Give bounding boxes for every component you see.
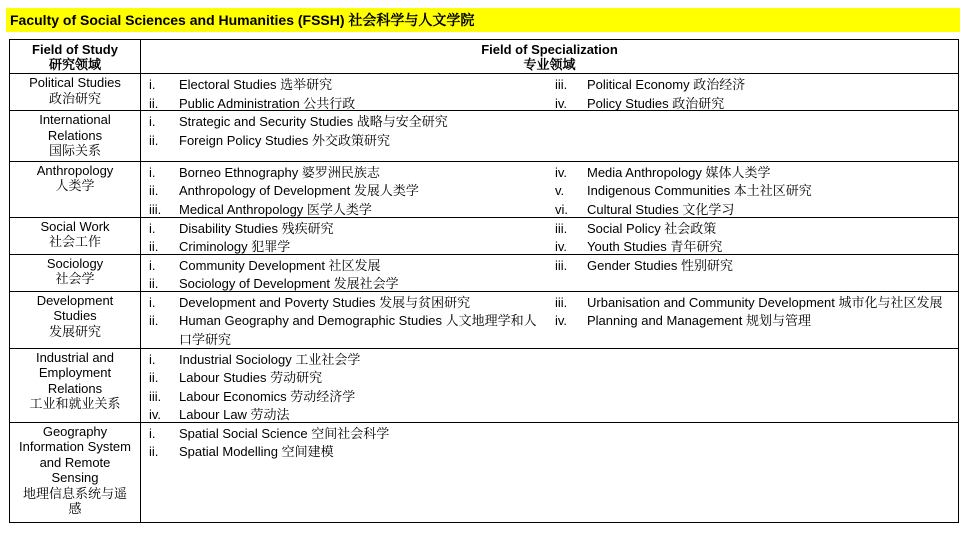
list-item-text: Labour Law 劳动法 xyxy=(179,407,290,422)
list-item-text: Disability Studies 残疾研究 xyxy=(179,220,334,236)
list-item-text: Electoral Studies 选举研究 xyxy=(179,77,333,92)
field-of-study-line: Relations xyxy=(47,127,103,143)
list-item xyxy=(141,113,546,132)
list-item-text: Borneo Ethnography 婆罗洲民族志 xyxy=(179,164,380,180)
field-of-study-cell xyxy=(10,217,141,254)
specialization-cell xyxy=(141,111,959,162)
list-item-number: iii. xyxy=(149,388,162,404)
list-item-text: Criminology 犯罪学 xyxy=(179,239,291,254)
list-item-number: i. xyxy=(149,425,156,441)
list-item-text: Sociology of Development 发展社会学 xyxy=(179,276,399,291)
list-item-text: Youth Studies 青年研究 xyxy=(587,239,723,254)
list-item-number: iv. xyxy=(555,164,568,180)
field-of-study-header-zh: 研究领域 xyxy=(48,57,101,72)
field-of-study-line: Information System xyxy=(19,439,131,454)
list-item xyxy=(141,425,546,444)
field-of-study-line: Anthropology xyxy=(36,162,114,178)
field-of-specialization-header-en: Field of Specialization xyxy=(481,42,618,57)
field-of-study-cell xyxy=(10,111,141,162)
field-of-specialization-header xyxy=(141,40,959,74)
list-item-text: Cultural Studies 文化学习 xyxy=(587,201,735,217)
table-row xyxy=(10,111,959,162)
field-of-study-line: Industrial and xyxy=(35,349,115,365)
list-item-number: iv. xyxy=(149,407,162,422)
field-of-study-cell xyxy=(10,254,141,291)
list-item-number: i. xyxy=(149,257,156,273)
specialization-cell xyxy=(141,217,959,254)
list-item-text: Media Anthropology 媒体人类学 xyxy=(587,164,771,180)
specialization-list-left xyxy=(141,220,546,257)
field-of-study-cell xyxy=(10,422,141,522)
field-of-study-line: 发展研究 xyxy=(48,323,101,339)
field-of-study-header xyxy=(10,40,141,74)
field-of-study-line: 社会学 xyxy=(55,271,95,286)
specialization-cell xyxy=(141,422,959,522)
field-of-study-line: 人类学 xyxy=(55,178,95,193)
field-of-study-line: Relations xyxy=(47,380,103,396)
specialization-cell xyxy=(141,254,959,291)
specialization-cell xyxy=(141,74,959,111)
list-item-number: vi. xyxy=(555,201,568,217)
field-of-study-line: and Remote xyxy=(39,454,111,470)
table-row xyxy=(10,422,959,522)
list-item-number: iii. xyxy=(555,220,568,236)
list-item-text: Social Policy 社会政策 xyxy=(587,220,717,236)
list-item-number: iv. xyxy=(555,313,568,328)
list-item-number: i. xyxy=(149,114,156,129)
list-item-number: iv. xyxy=(555,95,568,111)
specialization-cell xyxy=(141,291,959,348)
list-item-text: Medical Anthropology 医学人类学 xyxy=(179,201,372,217)
list-item-number: ii. xyxy=(149,276,159,291)
table-row xyxy=(10,217,959,254)
list-item xyxy=(555,294,955,313)
list-item-text: Planning and Management 规划与管理 xyxy=(587,313,812,328)
field-of-study-line: Social Work xyxy=(40,218,110,234)
table-row xyxy=(10,74,959,111)
list-item-number: iii. xyxy=(555,294,568,310)
field-of-specialization-header-zh: 专业领域 xyxy=(523,57,576,72)
list-item xyxy=(141,220,546,239)
field-of-study-line: 国际关系 xyxy=(48,143,101,158)
list-item xyxy=(555,164,955,183)
field-of-study-cell xyxy=(10,291,141,348)
field-of-study-cell xyxy=(10,74,141,111)
table-row xyxy=(10,291,959,348)
list-item-text: Labour Economics 劳动经济学 xyxy=(179,388,356,404)
table-row xyxy=(10,254,959,291)
list-item-text: Spatial Social Science 空间社会科学 xyxy=(179,425,390,441)
list-item-number: ii. xyxy=(149,313,159,328)
list-item xyxy=(141,182,546,201)
field-of-study-line: Political Studies xyxy=(29,75,121,90)
list-item-text: Gender Studies 性别研究 xyxy=(587,257,733,273)
specialization-list-right xyxy=(555,294,955,331)
table-row xyxy=(10,348,959,422)
list-item-number: iv. xyxy=(555,239,568,254)
list-item-number: i. xyxy=(149,77,156,92)
list-item-text: Strategic and Security Studies 战略与安全研究 xyxy=(179,114,448,129)
field-of-study-cell xyxy=(10,161,141,217)
specialization-list-left xyxy=(141,351,546,425)
list-item-text: Indigenous Communities 本土社区研究 xyxy=(587,183,812,198)
list-item-text: Development and Poverty Studies 发展与贫困研究 xyxy=(179,294,471,310)
specialization-list-left xyxy=(141,164,546,220)
list-item-text: Labour Studies 劳动研究 xyxy=(179,370,323,385)
list-item xyxy=(555,220,955,239)
list-item xyxy=(555,312,955,331)
specialization-table xyxy=(9,39,959,523)
specialization-list-left xyxy=(141,76,546,113)
list-item-number: ii. xyxy=(149,132,159,148)
list-item-text: Industrial Sociology 工业社会学 xyxy=(179,351,361,367)
specialization-list-left xyxy=(141,294,546,350)
list-item xyxy=(141,369,546,388)
list-item xyxy=(141,76,546,95)
list-item-number: ii. xyxy=(149,370,159,385)
list-item xyxy=(141,257,546,276)
list-item-number: i. xyxy=(149,294,156,310)
specialization-list-left xyxy=(141,257,546,294)
field-of-study-line: Sensing xyxy=(51,470,99,485)
specialization-list-right xyxy=(555,257,955,276)
specialization-list-right xyxy=(555,164,955,220)
list-item xyxy=(141,294,546,313)
field-of-study-header-en: Field of Study xyxy=(32,42,118,57)
list-item-number: i. xyxy=(149,164,156,180)
list-item-number: ii. xyxy=(149,444,159,459)
list-item xyxy=(555,182,955,201)
list-item-text: Human Geography and Demographic Studies 人文地理学和人口学研究 xyxy=(179,313,537,347)
list-item-text: Public Administration 公共行政 xyxy=(179,95,356,111)
list-item-number: i. xyxy=(149,351,156,367)
specialization-list-left xyxy=(141,425,546,462)
field-of-study-line: 地理信息系统与遥 xyxy=(22,485,127,501)
field-of-study-line: 工业和就业关系 xyxy=(29,396,121,411)
list-item-text: Anthropology of Development 发展人类学 xyxy=(179,183,419,198)
field-of-study-line: Development xyxy=(36,292,114,308)
list-item-number: iii. xyxy=(555,257,568,273)
list-item-text: Community Development 社区发展 xyxy=(179,257,381,273)
list-item xyxy=(141,351,546,370)
list-item-text: Foreign Policy Studies 外交政策研究 xyxy=(179,132,390,148)
specialization-cell xyxy=(141,161,959,217)
specialization-cell xyxy=(141,348,959,422)
list-item xyxy=(555,76,955,95)
field-of-study-line: Sociology xyxy=(46,255,104,271)
field-of-study-line: 政治研究 xyxy=(48,90,101,106)
field-of-study-line: Employment xyxy=(38,365,112,380)
list-item xyxy=(141,164,546,183)
list-item xyxy=(555,257,955,276)
field-of-study-line: International xyxy=(39,112,111,127)
list-item xyxy=(141,443,546,462)
specialization-list-right xyxy=(555,220,955,257)
list-item-number: v. xyxy=(555,183,565,198)
list-item-number: ii. xyxy=(149,95,159,111)
field-of-study-cell xyxy=(10,348,141,422)
list-item-number: i. xyxy=(149,220,156,236)
list-item xyxy=(141,132,546,151)
page-title: Faculty of Social Sciences and Humanities (FSSH) 社会科学与人文学院 xyxy=(6,8,960,32)
list-item-text: Spatial Modelling 空间建模 xyxy=(179,444,334,459)
list-item xyxy=(141,388,546,407)
table-row xyxy=(10,161,959,217)
field-of-study-line: Studies xyxy=(53,308,97,323)
list-item-text: Urbanisation and Community Development 城市化与社区发展 xyxy=(587,294,943,310)
list-item-number: ii. xyxy=(149,183,159,198)
field-of-study-line: Geography xyxy=(42,423,108,439)
list-item-number: iii. xyxy=(149,201,162,217)
list-item-number: ii. xyxy=(149,239,159,254)
specialization-list-right xyxy=(555,76,955,113)
field-of-study-line: 感 xyxy=(68,501,82,516)
table-header-row xyxy=(10,40,959,74)
list-item-number: iii. xyxy=(555,77,568,92)
list-item xyxy=(141,312,546,349)
field-of-study-line: 社会工作 xyxy=(48,234,101,249)
specialization-list-left xyxy=(141,113,546,150)
list-item-text: Political Economy 政治经济 xyxy=(587,77,746,92)
list-item-text: Policy Studies 政治研究 xyxy=(587,95,725,111)
